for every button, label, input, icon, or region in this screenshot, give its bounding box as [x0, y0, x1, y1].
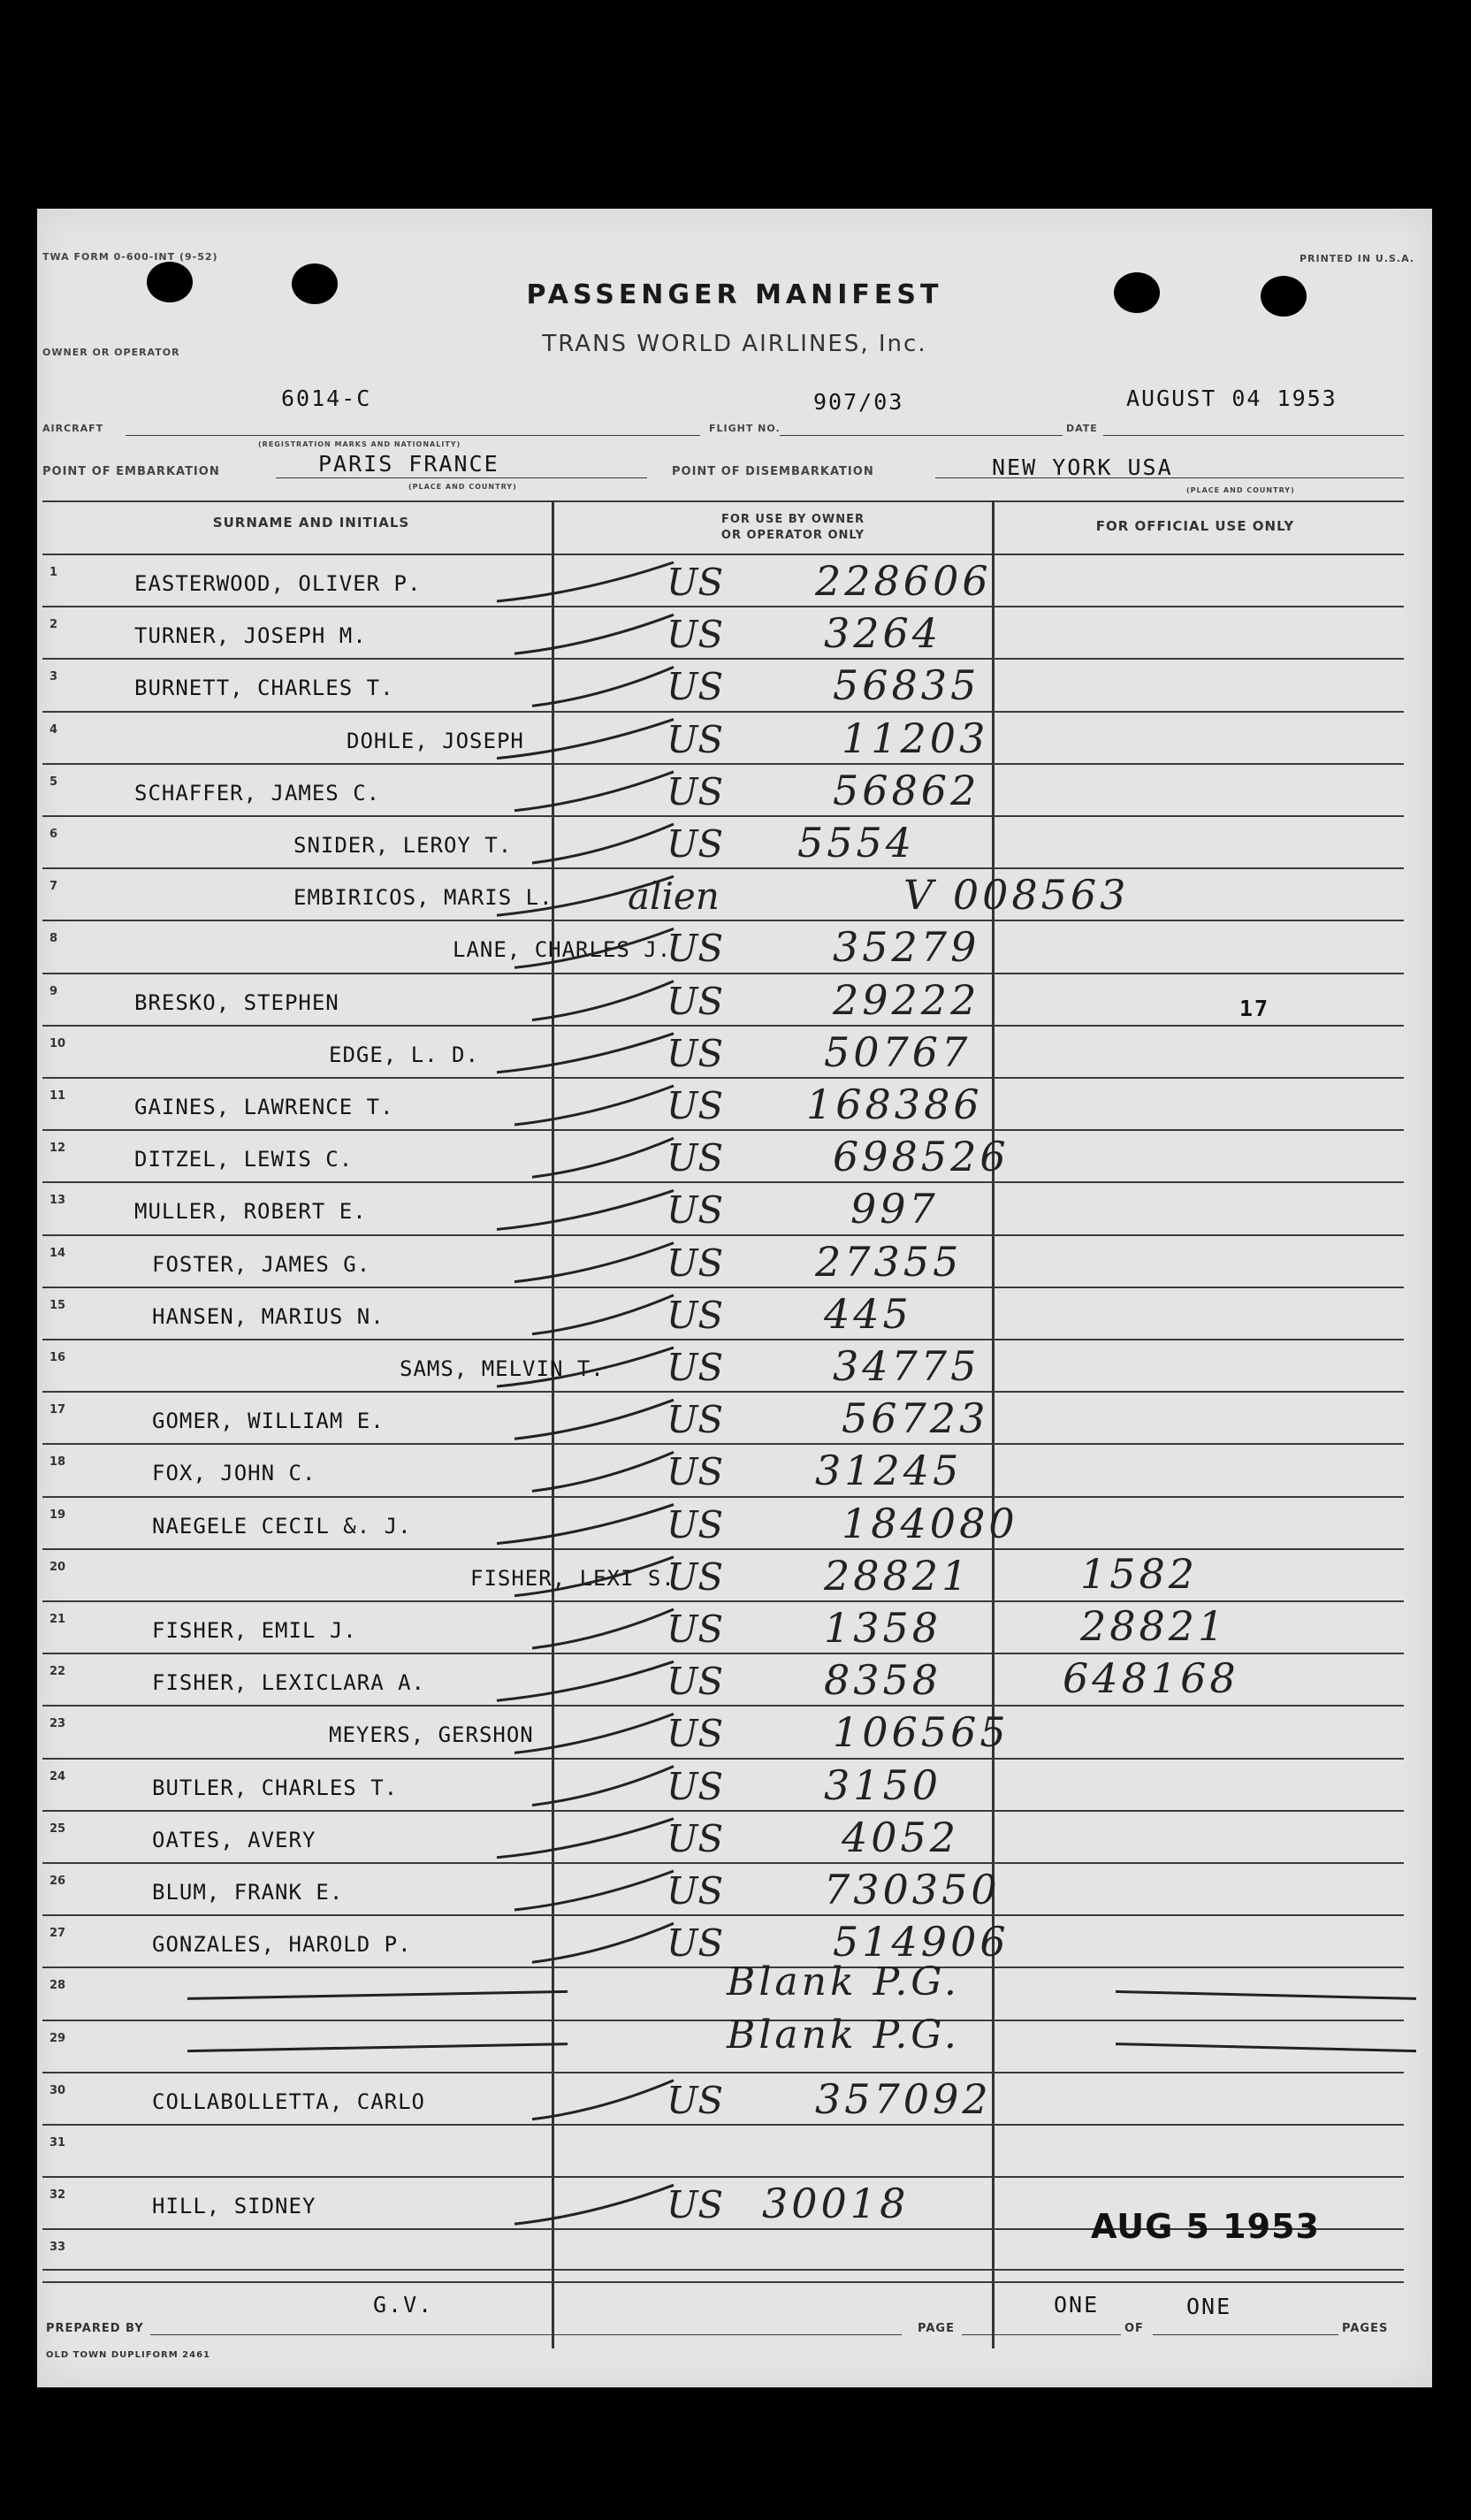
nationality: US	[667, 822, 724, 866]
received-stamp: AUG 5 1953	[1091, 2207, 1320, 2246]
void-stroke	[187, 1991, 568, 1998]
of-label: OF	[1124, 2322, 1144, 2335]
row-number: 15	[50, 1298, 66, 1312]
passenger-name: DOHLE, JOSEPH	[347, 728, 524, 753]
nationality: US	[667, 1188, 724, 1233]
printed-note: PRINTED IN U.S.A.	[1299, 253, 1414, 264]
check-stroke	[514, 1714, 674, 1753]
passenger-name: BURNETT, CHARLES T.	[134, 676, 394, 701]
passport-number: 997	[850, 1185, 939, 1233]
passenger-name: EMBIRICOS, MARIS L.	[293, 885, 553, 911]
document-title: PASSENGER MANIFEST	[526, 279, 943, 310]
row-number: 16	[50, 1351, 66, 1364]
nationality: US	[667, 613, 724, 657]
nationality: US	[667, 1869, 724, 1913]
passport-number: 3264	[824, 609, 942, 658]
row-number: 27	[50, 1927, 66, 1941]
place-note: (PLACE AND COUNTRY)	[408, 483, 517, 491]
passenger-name: TURNER, JOSEPH M.	[134, 623, 367, 649]
passport-number: Blank P.G.	[727, 2012, 960, 2058]
row-number: 5	[50, 775, 58, 789]
check-stroke	[514, 1400, 674, 1439]
passport-number: 3150	[824, 1760, 942, 1809]
row-number: 11	[50, 1089, 66, 1103]
passenger-name: COLLABOLLETTA, CARLO	[152, 2089, 425, 2114]
passport-number: 11203	[842, 714, 989, 762]
place-note-2: (PLACE AND COUNTRY)	[1186, 486, 1295, 494]
row-number: 29	[50, 2031, 66, 2045]
date-value: AUGUST 04 1953	[1126, 386, 1338, 411]
row-number: 12	[50, 1142, 66, 1156]
owner-use-header-2: OR OPERATOR ONLY	[720, 529, 865, 542]
row-number: 7	[50, 880, 58, 894]
passport-number: 514906	[833, 1918, 1010, 1966]
passport-number: 34775	[833, 1342, 980, 1390]
row-number: 13	[50, 1194, 66, 1208]
form-code: TWA FORM 0-600-INT (9-52)	[42, 251, 218, 263]
passenger-name: MEYERS, GERSHON	[329, 1722, 534, 1748]
passport-number: 445	[824, 1289, 912, 1338]
row-number: 2	[50, 618, 58, 632]
check-stroke	[532, 1295, 674, 1334]
check-stroke	[532, 1767, 674, 1806]
check-stroke	[514, 1086, 674, 1125]
row-number: 22	[50, 1665, 66, 1679]
row-number: 6	[50, 828, 58, 841]
passenger-name: HILL, SIDNEY	[152, 2194, 316, 2219]
row-number: 28	[50, 1979, 66, 1993]
check-stroke	[497, 876, 674, 915]
passport-number: 28821	[824, 1551, 972, 1600]
passenger-name: LANE, CHARLES J.	[453, 937, 672, 963]
passenger-name: SNIDER, LEROY T.	[293, 833, 513, 858]
check-stroke	[532, 1452, 674, 1491]
passport-number: 4052	[842, 1813, 960, 1861]
nationality: US	[667, 1660, 724, 1704]
passport-number: Blank P.G.	[727, 1959, 960, 2005]
row-number: 26	[50, 1875, 66, 1888]
check-stroke	[532, 1923, 674, 1962]
nationality: US	[667, 1816, 724, 1860]
passenger-name: FISHER, LEXICLARA A.	[152, 1670, 425, 1696]
row-number: 1	[50, 566, 58, 579]
passport-number: 184080	[842, 1499, 1018, 1547]
embarkation-value: PARIS FRANCE	[318, 451, 499, 477]
passport-number: 8358	[824, 1656, 942, 1705]
nationality: US	[667, 1554, 724, 1599]
check-stroke	[497, 1661, 674, 1700]
row-number: 30	[50, 2083, 66, 2097]
embarkation-label: POINT OF EMBARKATION	[42, 465, 220, 478]
passport-number: 29222	[833, 975, 980, 1024]
disembarkation-label: POINT OF DISEMBARKATION	[672, 465, 874, 478]
passport-number: 698526	[833, 1133, 1010, 1181]
flight-label: FLIGHT NO.	[709, 423, 781, 434]
row-number: 21	[50, 1613, 66, 1626]
pages-label: PAGES	[1342, 2322, 1389, 2335]
nationality: US	[667, 1398, 724, 1442]
passenger-name: BUTLER, CHARLES T.	[152, 1775, 399, 1800]
row-number: 23	[50, 1717, 66, 1731]
check-stroke	[532, 667, 674, 706]
passport-number: 228606	[815, 557, 992, 605]
prepared-by-value: G.V.	[373, 2292, 434, 2318]
passport-number: 56862	[833, 766, 980, 814]
passport-number: 31245	[815, 1447, 963, 1495]
passport-number: 56723	[842, 1394, 989, 1443]
passenger-name: BLUM, FRANK E.	[152, 1880, 344, 1905]
page-label: PAGE	[918, 2322, 955, 2335]
passport-number: 50767	[824, 1027, 972, 1076]
passenger-name: FOSTER, JAMES G.	[152, 1251, 371, 1277]
row-number: 20	[50, 1560, 66, 1574]
passenger-name: SAMS, MELVIN T.	[400, 1356, 605, 1381]
official-entry: 1582	[1080, 1549, 1199, 1598]
passenger-name: BRESKO, STEPHEN	[134, 989, 339, 1015]
passenger-name: SCHAFFER, JAMES C.	[134, 780, 381, 806]
print-code: OLD TOWN DUPLIFORM 2461	[46, 2350, 210, 2360]
passenger-name: NAEGELE CECIL &. J.	[152, 1513, 412, 1539]
flight-value: 907/03	[813, 389, 904, 415]
aircraft-value: 6014-C	[281, 386, 372, 411]
passenger-name: GOMER, WILLIAM E.	[152, 1409, 385, 1434]
check-stroke	[497, 1190, 674, 1229]
row-number: 25	[50, 1821, 66, 1836]
nationality: US	[667, 927, 724, 971]
check-stroke	[497, 1348, 674, 1386]
nationality: US	[667, 717, 724, 761]
check-stroke	[514, 2185, 674, 2224]
nationality: US	[667, 1502, 724, 1546]
date-label: DATE	[1066, 423, 1098, 434]
nationality: US	[667, 2183, 724, 2227]
passport-number: 30018	[762, 2180, 910, 2228]
nationality: US	[667, 1293, 724, 1337]
check-stroke	[532, 981, 674, 1020]
check-stroke	[532, 2081, 674, 2119]
passenger-name: MULLER, ROBERT E.	[134, 1199, 367, 1225]
passenger-name: GONZALES, HAROLD P.	[152, 1932, 412, 1958]
prepared-by-label: PREPARED BY	[46, 2322, 144, 2335]
passenger-name: EDGE, L. D.	[329, 1042, 479, 1067]
passport-number: 357092	[815, 2074, 992, 2123]
check-stroke	[514, 615, 674, 653]
nationality: US	[667, 1921, 724, 1966]
row-number: 8	[50, 932, 58, 946]
official-header: FOR OFFICIAL USE ONLY	[1095, 518, 1295, 534]
nationality: alien	[628, 874, 720, 919]
nationality: US	[667, 769, 724, 813]
manifest-sheet	[37, 209, 1432, 2387]
row-number: 4	[50, 722, 58, 737]
passport-number: 35279	[833, 923, 980, 972]
check-stroke	[514, 772, 674, 811]
row-number: 14	[50, 1246, 66, 1260]
disembarkation-value: NEW YORK USA	[992, 454, 1173, 480]
nationality: US	[667, 1450, 724, 1494]
row-number: 32	[50, 2188, 66, 2203]
passport-number: 56835	[833, 661, 980, 710]
surname-header: SURNAME AND INITIALS	[212, 515, 410, 531]
passenger-name: GAINES, LAWRENCE T.	[134, 1095, 394, 1119]
row-number: 17	[50, 1403, 66, 1417]
official-entry: 648168	[1063, 1654, 1239, 1703]
company-name: TRANS WORLD AIRLINES, Inc.	[542, 331, 927, 357]
nationality: US	[667, 561, 724, 604]
row-number: 24	[50, 1769, 66, 1783]
check-stroke	[532, 824, 674, 863]
owner-label: OWNER OR OPERATOR	[42, 347, 180, 358]
check-stroke	[497, 1819, 674, 1858]
passenger-name: FISHER, EMIL J.	[152, 1618, 357, 1643]
official-entry: 28821	[1080, 1602, 1228, 1650]
check-stroke	[497, 1034, 674, 1073]
check-stroke	[497, 720, 674, 759]
passport-number: 730350	[824, 1866, 1001, 1913]
nationality: US	[667, 1241, 724, 1285]
passport-number: 27355	[815, 1237, 963, 1286]
passenger-name: DITZEL, LEWIS C.	[134, 1147, 354, 1172]
passport-number: 5554	[797, 819, 916, 867]
nationality: US	[667, 2078, 724, 2122]
passport-number: 168386	[806, 1081, 983, 1128]
aircraft-label: AIRCRAFT	[42, 423, 104, 434]
void-stroke	[187, 2044, 568, 2051]
nationality: US	[667, 1084, 724, 1127]
nationality: US	[667, 1346, 724, 1389]
owner-use-header-1: FOR USE BY OWNER	[720, 513, 865, 526]
row-number: 3	[50, 670, 58, 684]
page-value: ONE	[1054, 2292, 1100, 2318]
check-stroke	[514, 1243, 674, 1282]
check-strokes	[37, 209, 1432, 2387]
nationality: US	[667, 1136, 724, 1180]
row-number: 33	[50, 2241, 66, 2255]
registration-note: (REGISTRATION MARKS AND NATIONALITY)	[258, 440, 461, 448]
nationality: US	[667, 665, 724, 709]
passenger-name: HANSEN, MARIUS N.	[152, 1303, 385, 1329]
check-stroke	[514, 928, 674, 967]
official-count: 17	[1239, 996, 1270, 1021]
of-value: ONE	[1186, 2294, 1232, 2319]
passenger-name: EASTERWOOD, OLIVER P.	[134, 571, 422, 596]
nationality: US	[667, 1607, 724, 1651]
passenger-name: OATES, AVERY	[152, 1827, 316, 1852]
check-stroke	[532, 1138, 674, 1177]
row-number: 9	[50, 984, 58, 998]
nationality: US	[667, 979, 724, 1023]
passport-number: V 008563	[903, 871, 1130, 920]
check-stroke	[514, 1871, 674, 1910]
void-stroke	[1116, 2044, 1416, 2051]
row-number: 18	[50, 1455, 66, 1470]
check-stroke	[497, 562, 674, 601]
passport-number: 1358	[824, 1604, 942, 1652]
void-stroke	[1116, 1991, 1416, 1998]
nationality: US	[667, 1712, 724, 1756]
check-stroke	[532, 1609, 674, 1648]
passport-number: 106565	[833, 1708, 1010, 1757]
check-stroke	[497, 1505, 674, 1544]
row-number: 19	[50, 1508, 66, 1522]
passenger-name: FISHER, LEXI S.	[470, 1565, 675, 1591]
row-number: 31	[50, 2136, 66, 2150]
row-number: 10	[50, 1036, 66, 1050]
nationality: US	[667, 1764, 724, 1808]
check-stroke	[514, 1557, 674, 1596]
nationality: US	[667, 1031, 724, 1075]
passenger-name: FOX, JOHN C.	[152, 1461, 316, 1486]
